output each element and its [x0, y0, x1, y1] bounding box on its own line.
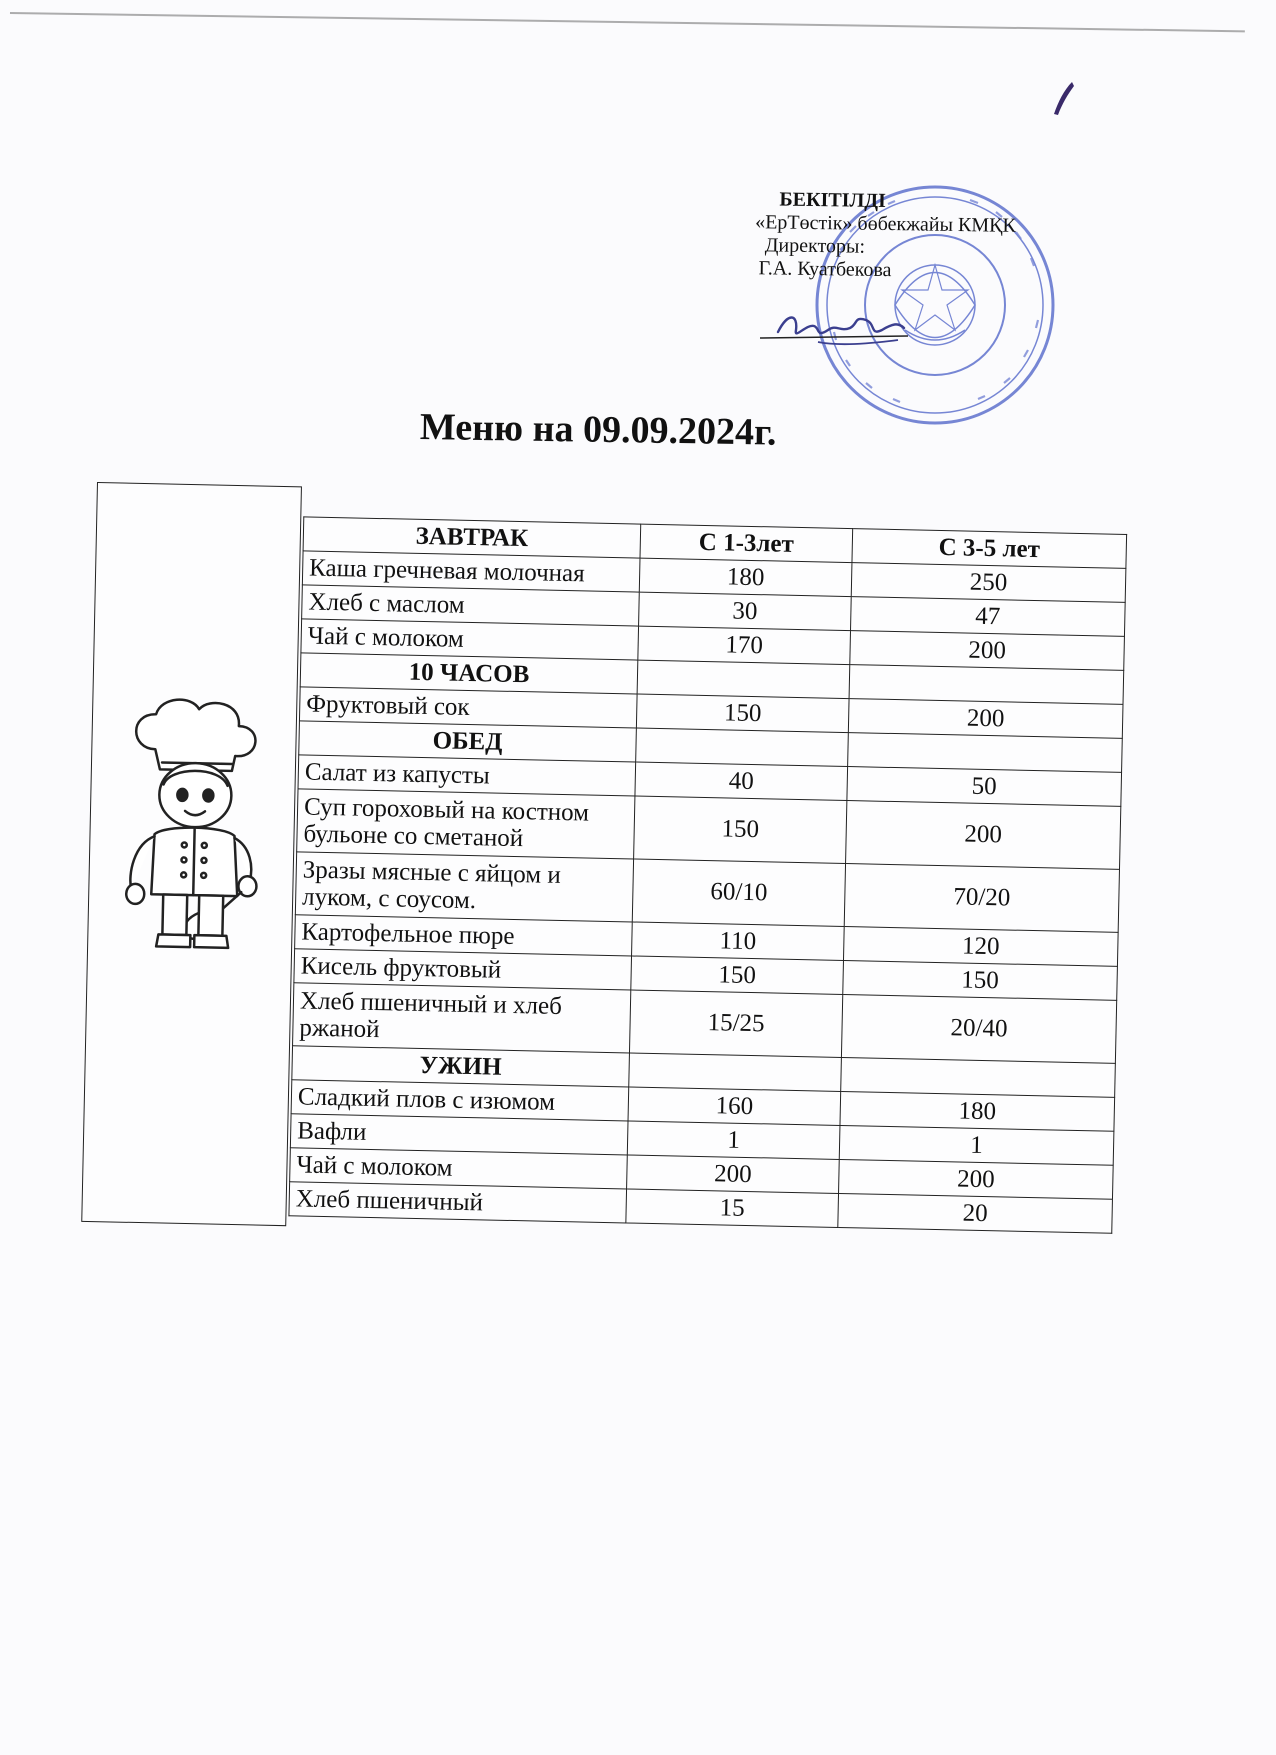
dish-name: Зразы мясные с яйцом и луком, с соусом. [295, 852, 633, 922]
dish-name: Вафли [290, 1114, 628, 1155]
dish-name: Хлеб пшеничный [289, 1182, 627, 1223]
dish-name: Кисель фруктовый [294, 949, 632, 990]
portion-1-3: 180 [639, 558, 852, 597]
portion-3-5: 200 [850, 631, 1125, 671]
illustration-panel [81, 482, 302, 1226]
portion-1-3: 15 [626, 1189, 839, 1228]
page-title: Меню на 09.09.2024г. [419, 406, 777, 454]
portion-3-5: 70/20 [844, 864, 1119, 933]
approval-role: Директоры: [764, 234, 866, 258]
portion-3-5: 200 [839, 1159, 1114, 1199]
dish-name: Чай с молоком [301, 619, 639, 660]
portion-3-5: 200 [846, 801, 1121, 870]
dish-name: Чай с молоком [290, 1148, 628, 1189]
section-dinner-header: УЖИН [292, 1046, 630, 1087]
portion-3-5: 47 [851, 597, 1126, 637]
portion-1-3: 60/10 [632, 859, 845, 926]
approval-name: Г.А. Куатбекова [758, 257, 892, 282]
column-header-age-3-5: С 3-5 лет [852, 529, 1127, 569]
portion-1-3: 1 [627, 1121, 840, 1160]
dish-name: Хлеб с маслом [302, 585, 640, 626]
portion-1-3: 150 [631, 956, 844, 995]
approval-title: БЕКІТІЛДІ [779, 188, 887, 213]
dish-name: Салат из капусты [298, 755, 636, 796]
dish-name: Картофельное пюре [295, 915, 633, 956]
dish-name: Сладкий плов с изюмом [291, 1080, 629, 1121]
pen-mark-icon [1050, 80, 1076, 116]
portion-1-3: 30 [639, 592, 852, 631]
portion-1-3: 150 [636, 694, 849, 733]
approval-organization: «ЕрТөстік» бөбекжайы КМҚК [755, 211, 1016, 237]
portion-3-5: 150 [843, 961, 1118, 1001]
portion-1-3: 160 [628, 1087, 841, 1126]
dish-name: Фруктовый сок [299, 687, 637, 728]
approval-block [754, 188, 1016, 284]
scan-edge-line [9, 12, 1244, 72]
portion-3-5: 120 [843, 927, 1118, 967]
portion-3-5: 1 [839, 1125, 1114, 1165]
dish-name: Хлеб пшеничный и хлеб ржаной [293, 983, 631, 1053]
portion-1-3: 150 [634, 796, 847, 863]
section-breakfast-header: ЗАВТРАК [303, 517, 641, 558]
portion-1-3: 40 [635, 762, 848, 801]
menu-table [288, 516, 1127, 1233]
portion-3-5: 250 [851, 563, 1126, 603]
menu-frame [81, 482, 1127, 1264]
portion-1-3: 170 [638, 626, 851, 665]
section-snack-header: 10 ЧАСОВ [300, 653, 638, 694]
portion-3-5: 200 [848, 699, 1123, 739]
section-lunch-header: ОБЕД [299, 721, 637, 762]
portion-3-5: 20 [838, 1193, 1113, 1233]
dish-name: Суп гороховый на костном бульоне со сметаной [297, 789, 635, 859]
portion-1-3: 200 [627, 1155, 840, 1194]
portion-1-3: 15/25 [629, 990, 842, 1057]
dish-name: Каша гречневая молочная [302, 551, 640, 592]
handwritten-signature-icon [758, 302, 918, 352]
column-header-age-1-3: С 1-3лет [640, 524, 853, 563]
portion-3-5: 180 [840, 1091, 1115, 1131]
chef-illustration-icon [116, 694, 272, 957]
portion-3-5: 20/40 [841, 994, 1116, 1063]
portion-1-3: 110 [632, 922, 845, 961]
portion-3-5: 50 [847, 767, 1122, 807]
